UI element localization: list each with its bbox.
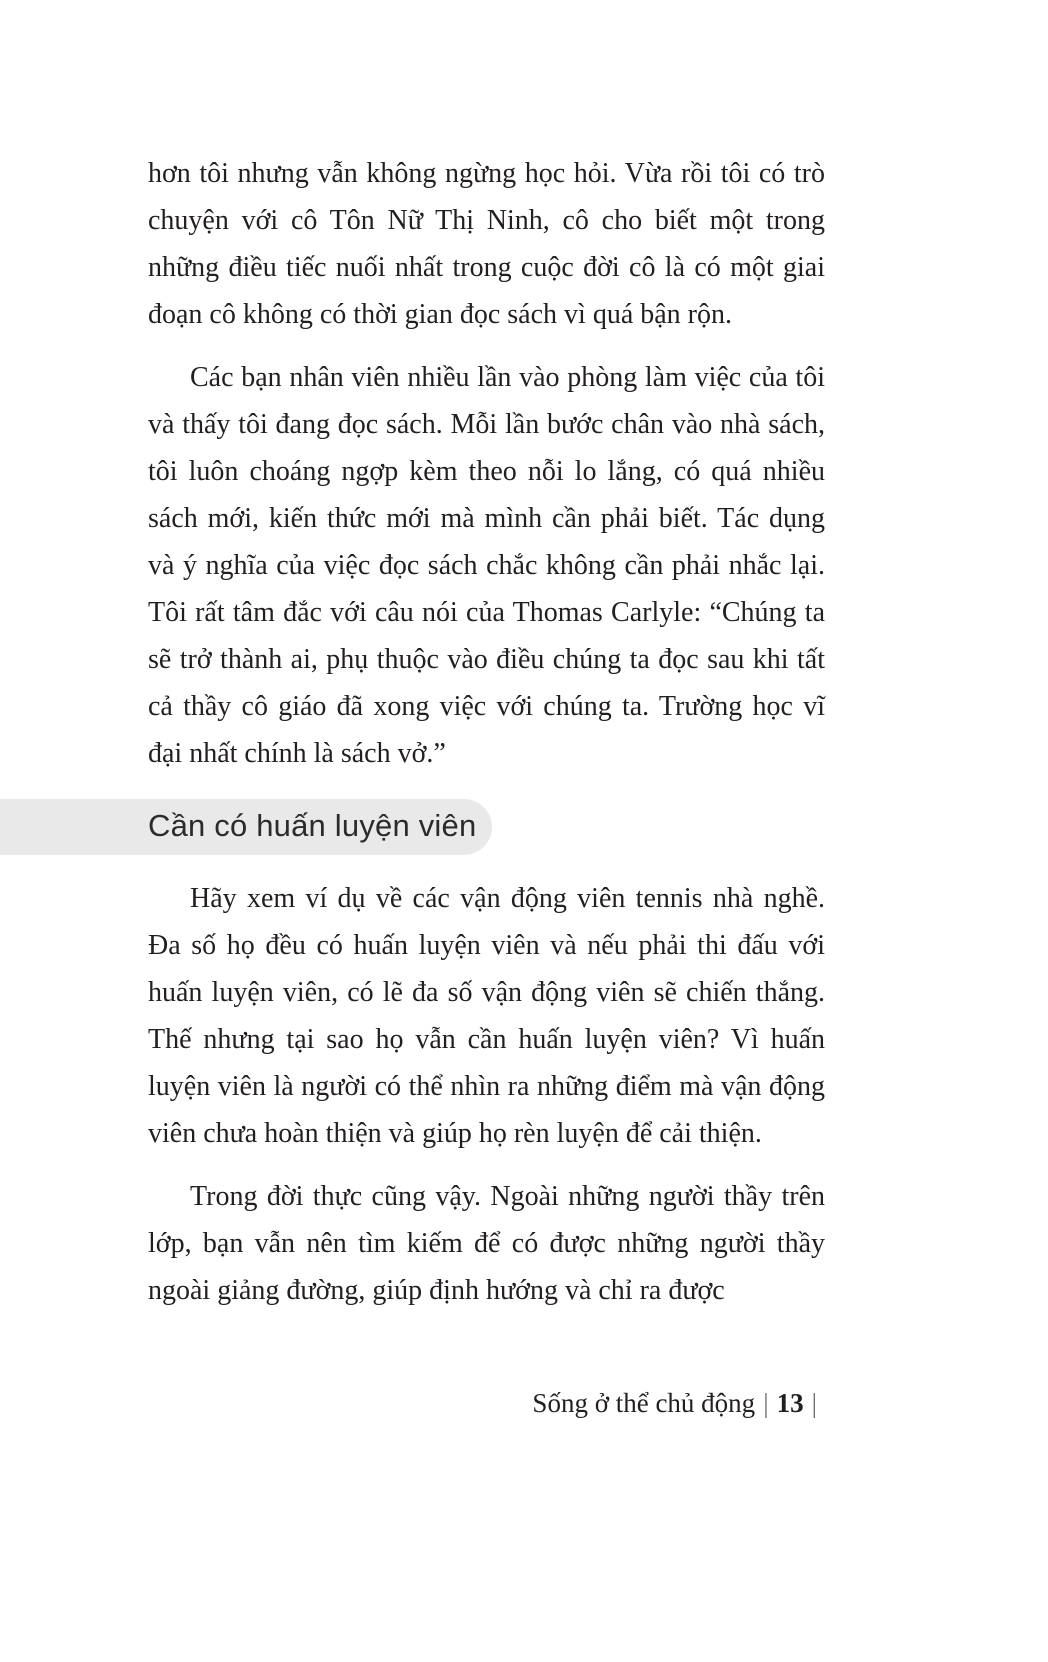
footer-divider: | — [763, 1388, 769, 1418]
page-footer — [532, 1388, 825, 1419]
paragraph: Trong đời thực cũng vậy. Ngoài những người thầy trên lớp, bạn vẫn nên tìm kiếm để có được những người thầy ngoài giảng đường, giúp định hướng và chỉ ra được — [148, 1181, 825, 1306]
page-number: 13 — [776, 1388, 804, 1418]
running-title: Sống ở thể chủ động — [532, 1388, 756, 1418]
paragraph: Các bạn nhân viên nhiều lần vào phòng làm việc của tôi và thấy tôi đang đọc sách. Mỗi lần bước chân vào nhà sách, tôi luôn choáng ngợp kèm theo nỗi lo lắng, có quá nhiều sách mới, kiến thức mới mà mình cần phải biết. Tác dụng và ý nghĩa của việc đọc sách chắc không cần phải nhắc lại. Tôi rất tâm đắc với câu nói của Thomas Carlyle: “Chúng ta sẽ trở thành ai, phụ thuộc vào điều chúng ta đọc sau khi tất cả thầy cô giáo đã xong việc với chúng ta. Trường học vĩ đại nhất chính là sách vở.” — [148, 362, 825, 769]
page-body — [148, 150, 825, 1330]
section-heading-bar — [0, 799, 492, 855]
paragraph: Hãy xem ví dụ về các vận động viên tennis nhà nghề. Đa số họ đều có huấn luyện viên và nếu phải thi đấu với huấn luyện viên, có lẽ đa số vận động viên sẽ chiến thắng. Thế nhưng tại sao họ vẫn cần huấn luyện viên? Vì huấn luyện viên là người có thể nhìn ra những điểm mà vận động viên chưa hoàn thiện và giúp họ rèn luyện để cải thiện. — [148, 883, 825, 1149]
paragraph: hơn tôi nhưng vẫn không ngừng học hỏi. Vừa rồi tôi có trò chuyện với cô Tôn Nữ Thị Ninh, cô cho biết một trong những điều tiếc nuối nhất trong cuộc đời cô là có một giai đoạn cô không có thời gian đọc sách vì quá bận rộn. — [148, 158, 825, 330]
section-heading: Cần có huấn luyện viên — [148, 808, 477, 843]
footer-divider: | — [811, 1388, 817, 1418]
